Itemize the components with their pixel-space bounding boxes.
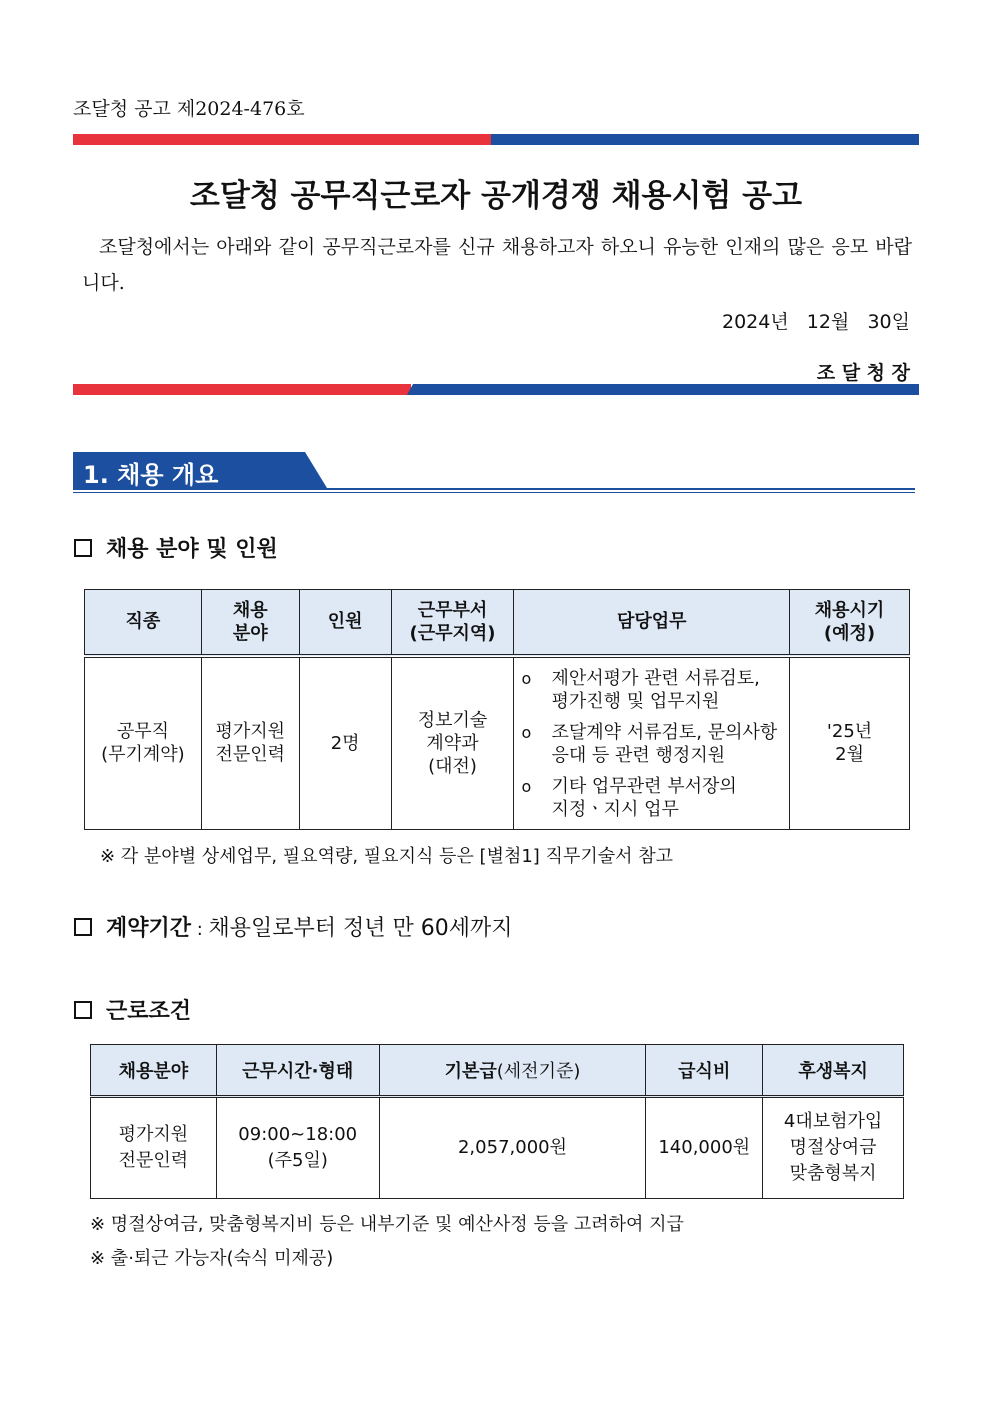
col-header: 급식비 xyxy=(646,1045,763,1097)
conditions-table xyxy=(90,1044,904,1199)
cell-meal: 140,000원 xyxy=(646,1097,763,1199)
bullet-icon: o xyxy=(521,669,532,689)
duty-item xyxy=(521,775,789,821)
col-header: 후생복지 xyxy=(763,1045,904,1097)
checkbox-icon xyxy=(74,1001,92,1019)
positions-table xyxy=(84,589,910,830)
cell-field: 평가지원 전문인력 xyxy=(201,656,299,830)
cell-department: 정보기술 계약과 (대전) xyxy=(391,656,514,830)
col-header: 근무부서 (근무지역) xyxy=(391,590,514,656)
contract-label: 계약기간 xyxy=(106,916,192,941)
section-title: 1. 채용 개요 xyxy=(83,461,219,489)
announcement-date: 2024년 12월 30일 xyxy=(721,311,910,333)
col-header xyxy=(379,1045,646,1097)
checkbox-icon xyxy=(74,539,92,557)
top-divider-bar xyxy=(73,134,919,145)
conditions-heading-text: 근로조건 xyxy=(106,999,192,1024)
cell-welfare: 4대보험가입 명절상여금 맞춤형복지 xyxy=(763,1097,904,1199)
bottom-divider-bar xyxy=(73,384,919,395)
positions-heading xyxy=(74,532,278,563)
cell-salary: 2,057,000원 xyxy=(379,1097,646,1199)
bullet-icon: o xyxy=(521,723,532,743)
checkbox-icon xyxy=(74,918,92,936)
cell-job-type: 공무직 (무기계약) xyxy=(85,656,202,830)
bullet-icon: o xyxy=(521,777,532,797)
salary-header-note: (세전기준) xyxy=(496,1061,581,1082)
col-header: 채용시기 (예정) xyxy=(790,590,910,656)
duty-text: 조달계약 서류검토, 문의사항 응대 등 관련 행정지원 xyxy=(551,722,778,767)
col-header: 채용 분야 xyxy=(201,590,299,656)
col-header: 근무시간·형태 xyxy=(216,1045,379,1097)
duty-text: 기타 업무관련 부서장의 지정ㆍ지시 업무 xyxy=(551,776,737,821)
cell-duties xyxy=(514,656,790,830)
salary-header: 기본급 xyxy=(444,1061,497,1082)
col-header: 직종 xyxy=(85,590,202,656)
cell-count: 2명 xyxy=(299,656,391,830)
cell-field: 평가지원 전문인력 xyxy=(91,1097,217,1199)
cell-timing: '25년 2월 xyxy=(790,656,910,830)
conditions-note: ※ 출·퇴근 가능자(숙식 미제공) xyxy=(90,1248,334,1269)
conditions-heading xyxy=(74,994,191,1025)
conditions-note: ※ 명절상여금, 맞춤형복지비 등은 내부기준 및 예산사정 등을 고려하여 지급 xyxy=(90,1214,684,1235)
col-header: 담당업무 xyxy=(514,590,790,656)
page-title: 조달청 공무직근로자 공개경쟁 채용시험 공고 xyxy=(189,178,803,214)
contract-separator: : xyxy=(191,919,209,940)
duty-item xyxy=(521,721,789,767)
contract-value: 채용일로부터 정년 만 60세까지 xyxy=(208,916,513,941)
section-header xyxy=(73,452,915,494)
contract-period xyxy=(74,911,513,942)
cell-hours: 09:00~18:00 (주5일) xyxy=(216,1097,379,1199)
col-header: 채용분야 xyxy=(91,1045,217,1097)
duty-item xyxy=(521,667,789,713)
intro-paragraph: 조달청에서는 아래와 같이 공무직근로자를 신규 채용하고자 하오니 유능한 인재의 많은 응모 바랍니다. xyxy=(82,236,912,294)
duty-text: 제안서평가 관련 서류검토, 평가진행 및 업무지원 xyxy=(551,668,760,713)
positions-note: ※ 각 분야별 상세업무, 필요역량, 필요지식 등은 [별첨1] 직무기술서 참고 xyxy=(100,846,673,867)
col-header: 인원 xyxy=(299,590,391,656)
positions-heading-text: 채용 분야 및 인원 xyxy=(106,537,278,562)
notice-number: 조달청 공고 제2024-476호 xyxy=(73,98,305,120)
issuer: 조 달 청 장 xyxy=(816,362,910,384)
